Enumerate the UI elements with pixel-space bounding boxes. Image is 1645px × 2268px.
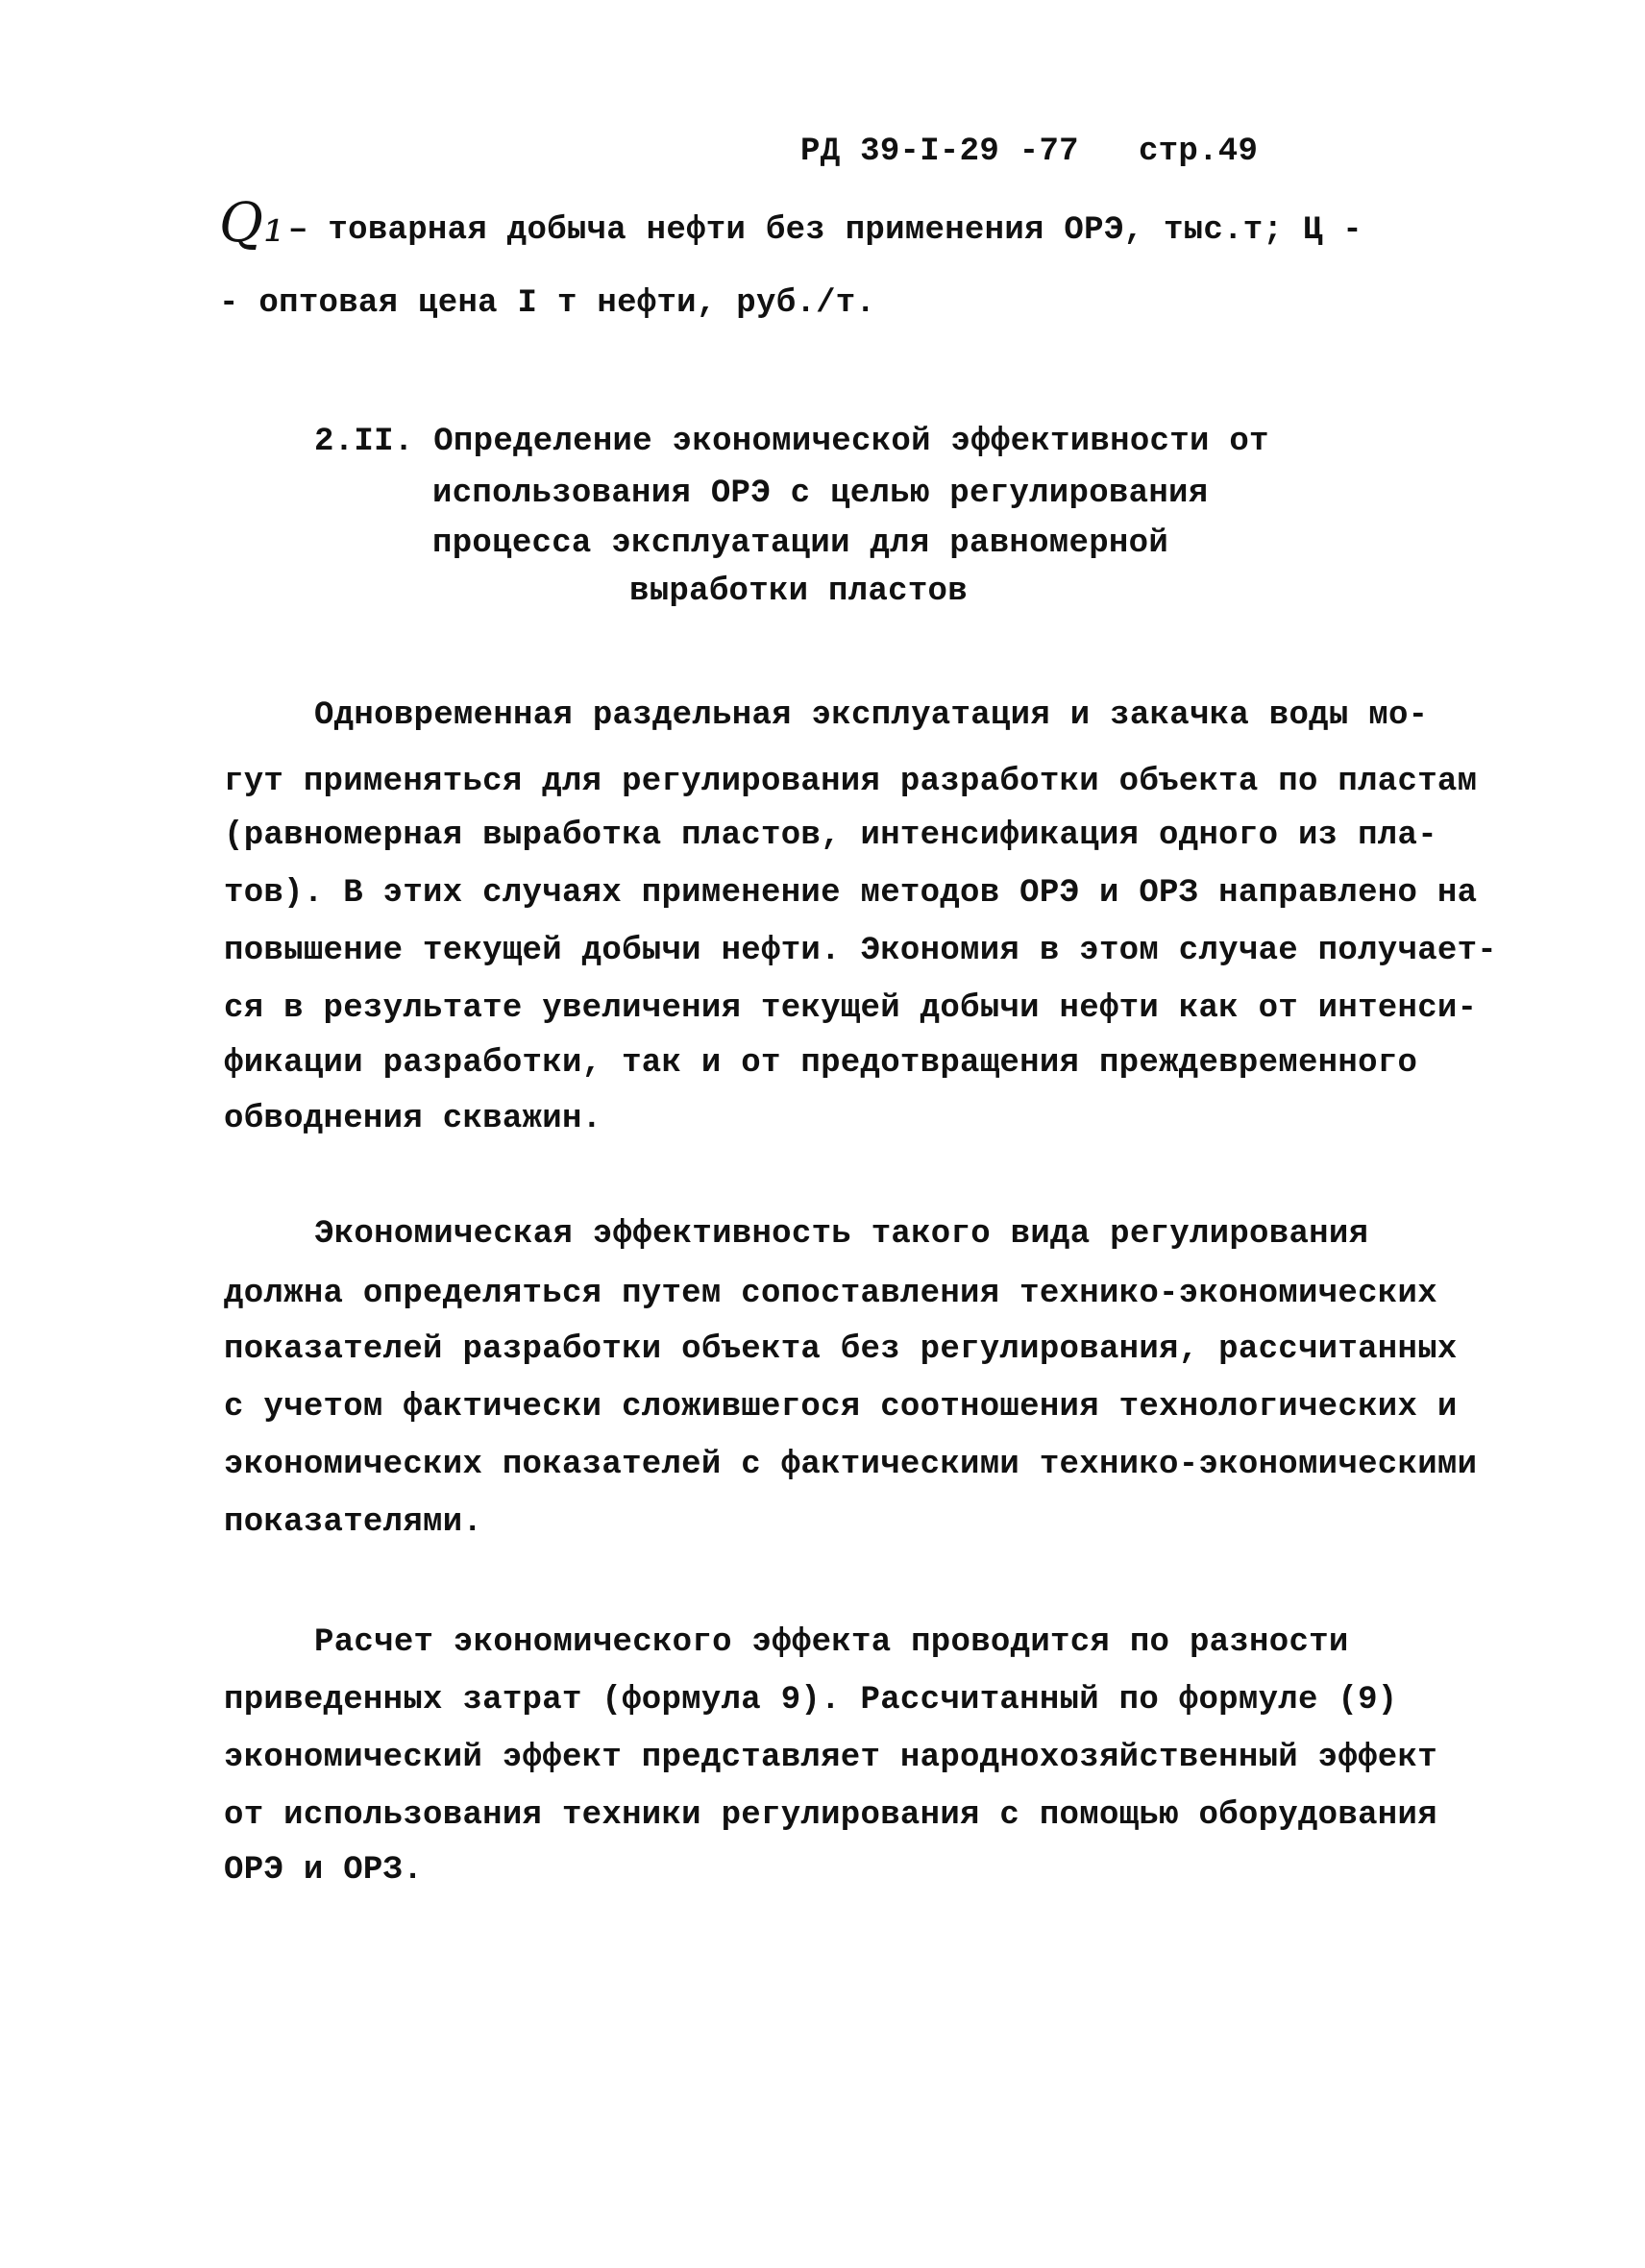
- text-line: ся в результате увеличения текущей добычи нефти как от интенси-: [224, 990, 1478, 1027]
- text-line: должна определяться путем сопоставления технико-экономических: [224, 1276, 1437, 1312]
- formula-symbol: Q₁: [219, 192, 285, 255]
- text-line: экономический эффект представляет народнохозяйственный эффект: [224, 1740, 1437, 1776]
- definition-line: - оптовая цена I т нефти, руб./т.: [219, 285, 876, 322]
- text-line: гут применяться для регулирования разработки объекта по пластам: [224, 764, 1478, 800]
- text-line: показателями.: [224, 1504, 483, 1541]
- page-header: РД 39-I-29 -77 стр.49: [800, 134, 1259, 170]
- heading-line: использования ОРЭ с целью регулирования: [432, 476, 1209, 512]
- heading-line: 2.II. Определение экономической эффективности от: [314, 424, 1269, 460]
- text-line: повышение текущей добычи нефти. Экономия в этом случае получает-: [224, 933, 1498, 969]
- text-line: приведенных затрат (формула 9). Рассчитанный по формуле (9): [224, 1682, 1398, 1719]
- heading-line: процесса эксплуатации для равномерной: [432, 525, 1169, 562]
- heading-line: выработки пластов: [629, 573, 968, 610]
- definition-line: – товарная добыча нефти без применения ОРЭ, тыс.т; Ц -: [288, 212, 1363, 249]
- text-line: Экономическая эффективность такого вида регулирования: [314, 1216, 1369, 1253]
- text-line: от использования техники регулирования с помощью оборудования: [224, 1797, 1437, 1834]
- text-line: (равномерная выработка пластов, интенсификация одного из пла-: [224, 817, 1437, 854]
- text-line: Одновременная раздельная эксплуатация и закачка воды мо-: [314, 697, 1429, 734]
- text-line: фикации разработки, так и от предотвращения преждевременного: [224, 1045, 1418, 1082]
- text-line: с учетом фактически сложившегося соотношения технологических и: [224, 1389, 1458, 1426]
- text-line: тов). В этих случаях применение методов ОРЭ и ОРЗ направлено на: [224, 875, 1478, 912]
- text-line: экономических показателей с фактическими технико-экономическими: [224, 1447, 1478, 1483]
- text-line: ОРЭ и ОРЗ.: [224, 1852, 424, 1889]
- text-line: обводнения скважин.: [224, 1101, 602, 1137]
- text-line: Расчет экономического эффекта проводится по разности: [314, 1624, 1349, 1661]
- text-line: показателей разработки объекта без регулирования, рассчитанных: [224, 1331, 1458, 1368]
